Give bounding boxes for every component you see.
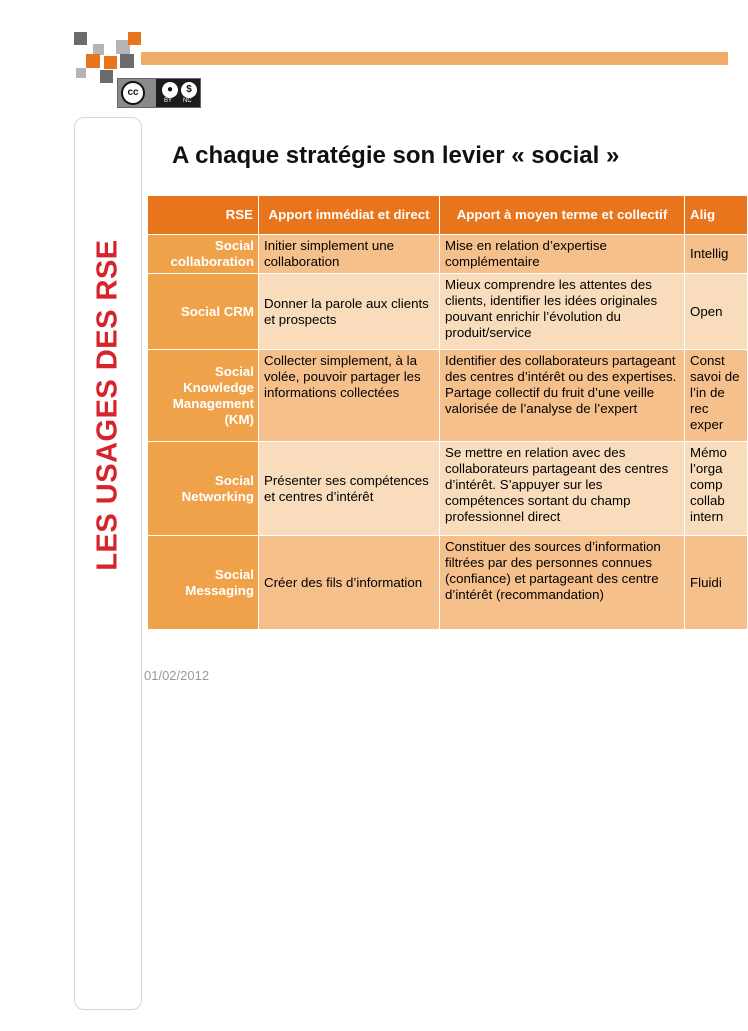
row-rse: Social Messaging	[148, 536, 259, 630]
row-rse: Social Networking	[148, 442, 259, 536]
row-immediate: Initier simplement une collaboration	[259, 235, 440, 274]
table-row	[148, 536, 748, 630]
nc-label: NC	[183, 98, 192, 104]
by-icon: ●	[162, 82, 178, 98]
table-header-row	[148, 196, 748, 235]
decor-square	[120, 54, 134, 68]
decor-square	[100, 70, 113, 83]
cc-license-badge[interactable]	[117, 78, 201, 108]
row-medium: Mieux comprendre les attentes des clients, identifier les idées originales pouvant enrichir l’évolution du produit/service	[440, 274, 685, 350]
row-rse: Social Knowledge Management (KM)	[148, 350, 259, 442]
row-align: Open	[685, 274, 748, 350]
row-rse: Social CRM	[148, 274, 259, 350]
row-align: Mémo l’orga comp collab intern	[685, 442, 748, 536]
header-bar	[141, 52, 728, 65]
row-align: Fluidi	[685, 536, 748, 630]
header-alignment: Alig	[685, 196, 748, 235]
row-medium: Identifier des collaborateurs partageant des centres d’intérêt ou des expertises. Partage collectif du fruit d’une veille valorisée de l’analyse de l’expert	[440, 350, 685, 442]
row-immediate: Donner la parole aux clients et prospects	[259, 274, 440, 350]
nc-icon: $	[181, 82, 197, 98]
header-immediate: Apport immédiat et direct	[259, 196, 440, 235]
table-row	[148, 274, 748, 350]
row-medium: Constituer des sources d’information filtrées par des personnes connues (confiance) et partageant des centre d’intérêt (recommandation)	[440, 536, 685, 630]
vertical-section-title: LES USAGES DES RSE	[91, 239, 124, 571]
decor-square	[74, 32, 87, 45]
row-rse: Social collaboration	[148, 235, 259, 274]
table-row	[148, 235, 748, 274]
header-medium-term: Apport à moyen terme et collectif	[440, 196, 685, 235]
row-medium: Mise en relation d’expertise complémentaire	[440, 235, 685, 274]
strategy-table	[147, 195, 748, 630]
decor-square	[76, 68, 86, 78]
table-row	[148, 350, 748, 442]
row-medium: Se mettre en relation avec des collaborateurs partageant des centres d’intérêt. S’appuyer sur les compétences sortant du champ professionnel direct	[440, 442, 685, 536]
decor-square	[86, 54, 100, 68]
table-row	[148, 442, 748, 536]
slide-title: A chaque stratégie son levier « social »	[172, 142, 620, 169]
footer-date: 01/02/2012	[144, 668, 210, 683]
row-immediate: Créer des fils d’information	[259, 536, 440, 630]
row-align: Intellig	[685, 235, 748, 274]
decor-square	[128, 32, 141, 45]
decor-square	[104, 56, 117, 69]
cc-icon: cc	[121, 81, 145, 105]
row-immediate: Collecter simplement, à la volée, pouvoir partager les informations collectées	[259, 350, 440, 442]
row-align: Const savoi de l’in de rec exper	[685, 350, 748, 442]
by-label: BY	[164, 98, 173, 104]
row-immediate: Présenter ses compétences et centres d’intérêt	[259, 442, 440, 536]
header-rse: RSE	[148, 196, 259, 235]
